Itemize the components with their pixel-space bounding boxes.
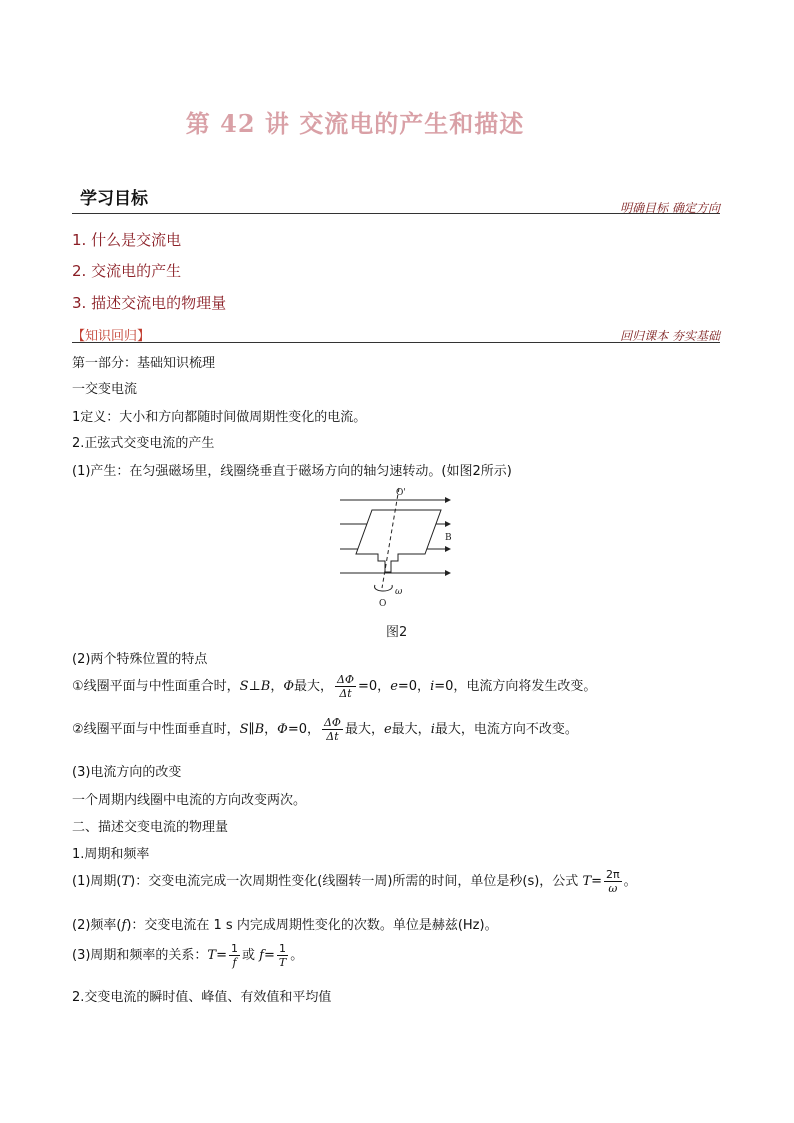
- generation-text: (1)产生：在匀强磁场里，线圈绕垂直于磁场方向的轴匀速转动。(如图2所示): [72, 464, 512, 479]
- axis-label-bottom: O: [379, 599, 387, 609]
- s-perp-b: S⊥B: [239, 679, 271, 694]
- direction-change-heading: (3)电流方向的改变: [72, 765, 182, 780]
- relation-fraction-1: $\frac{1}{f}$: [231, 942, 238, 969]
- section-tag-goals: 明确目标 确定方向: [620, 201, 720, 215]
- period-formula-fraction: $\frac{2\pi}{\omega}$: [606, 868, 620, 895]
- field-label: B: [445, 533, 452, 543]
- generation-heading: 2.正弦式交变电流的产生: [72, 436, 215, 451]
- section-tag-review: 回归课本 夯实基础: [620, 329, 720, 343]
- axis-label-top: O': [396, 488, 406, 498]
- quantities-heading: 二、描述交变电流的物理量: [72, 820, 229, 835]
- goal-item-3: 3. 描述交流电的物理量: [72, 294, 227, 312]
- subheading-ac: 一交变电流: [72, 382, 138, 397]
- special-positions-heading: (2)两个特殊位置的特点: [72, 652, 208, 667]
- omega-label: ω: [395, 587, 403, 597]
- page-title: 第 42 讲 交流电的产生和描述: [185, 109, 525, 138]
- position-1-line: ①线圈平面与中性面重合时，S⊥B，Φ最大， $\frac{\Delta\Phi}{\Delta t}$ =0，e=0，i=0，电流方向将发生改变。: [72, 673, 597, 700]
- goal-item-1: 1. 什么是交流电: [72, 231, 182, 249]
- s-parallel-b: S∥B: [239, 722, 265, 737]
- position-2-line: ②线圈平面与中性面垂直时，S∥B，Φ=0， $\frac{\Delta\Phi}{\Delta t}$ 最大，e最大，i最大，电流方向不改变。: [72, 716, 578, 743]
- definition-text: 1定义：大小和方向都随时间做周期性变化的电流。: [72, 410, 367, 425]
- section-rule: [72, 342, 720, 343]
- frequency-line: (2)频率(f)：交变电流在 1 s 内完成周期性变化的次数。单位是赫兹(Hz)。: [72, 918, 498, 933]
- coil-in-field-diagram: [335, 482, 460, 610]
- instantaneous-values-heading: 2.交变电流的瞬时值、峰值、有效值和平均值: [72, 990, 332, 1005]
- period-frequency-heading: 1.周期和频率: [72, 847, 150, 862]
- rotation-arc-icon: [375, 585, 393, 591]
- direction-change-text: 一个周期内线圈中电流的方向改变两次。: [72, 793, 307, 808]
- flux-rate-fraction: $\frac{\Delta\Phi}{\Delta t}$: [323, 716, 341, 743]
- period-line: (1)周期(T)：交变电流完成一次周期性变化(线圈转一周)所需的时间，单位是秒(s)，公式 T= $\frac{2\pi}{\omega}$ 。: [72, 868, 637, 895]
- goal-item-2: 2. 交流电的产生: [72, 262, 182, 280]
- relation-line: (3)周期和频率的关系：T= $\frac{1}{f}$ 或 f= $\frac{1}{T}$ 。: [72, 942, 304, 969]
- relation-fraction-2: $\frac{1}{T}$: [278, 942, 287, 969]
- figure-caption: 图2: [386, 625, 408, 640]
- part-heading: 第一部分：基础知识梳理: [72, 356, 216, 371]
- section-heading-goals: 学习目标: [80, 189, 148, 209]
- section-rule: [72, 213, 720, 214]
- coil-loop: [356, 510, 441, 572]
- section-heading-review: 【知识回归】: [72, 329, 151, 344]
- flux-rate-fraction: $\frac{\Delta\Phi}{\Delta t}$: [337, 673, 355, 700]
